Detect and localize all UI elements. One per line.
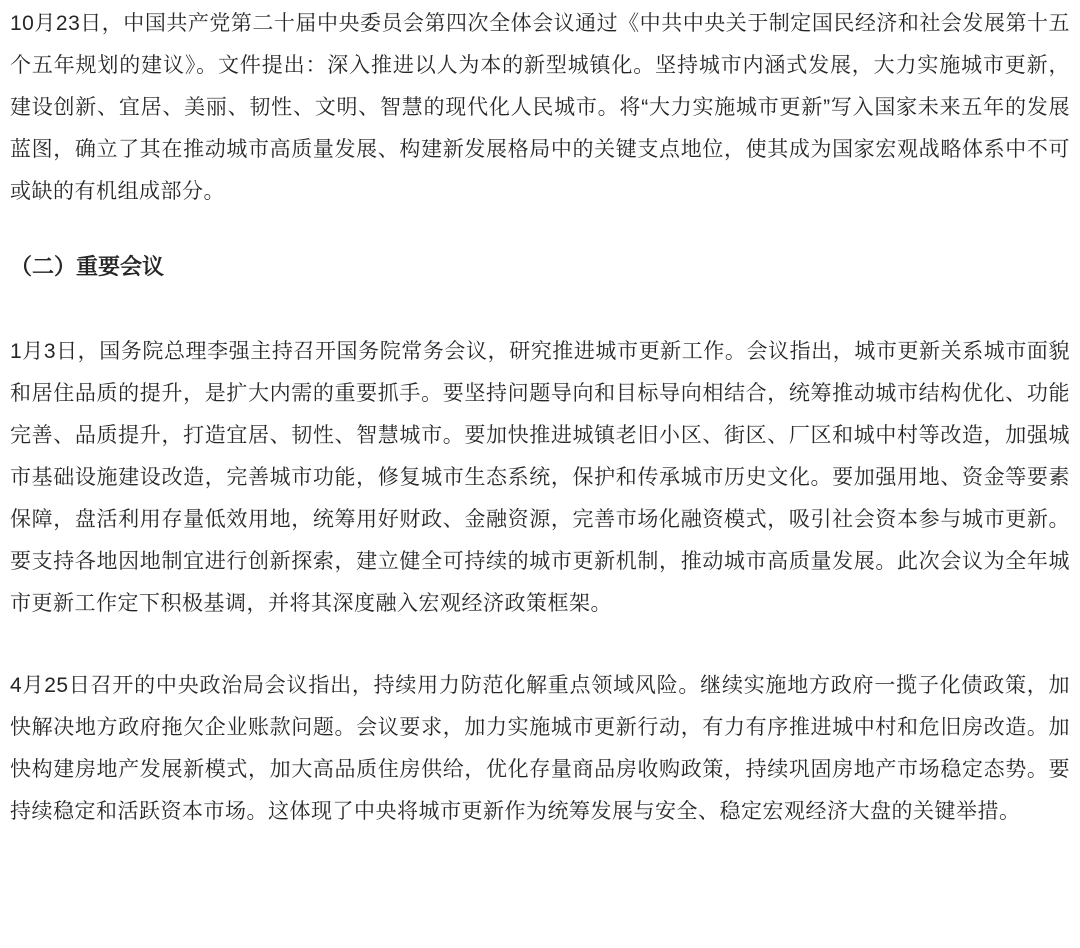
section-heading-important-meetings: （二）重要会议 <box>10 254 165 279</box>
paragraph-oct23-plenum: 10月23日，中国共产党第二十届中央委员会第四次全体会议通过《中共中央关于制定国民经济和社会发展第十五个五年规划的建议》。文件提出：深入推进以人为本的新型城镇化。坚持城市内涵式发展，大力实施城市更新，建设创新、宜居、美丽、韧性、文明、智慧的现代化人民城市。将“大力实施城市更新”写入国家未来五年的发展蓝图，确立了其在推动城市高质量发展、构建新发展格局中的关键支点地位，使其成为国家宏观战略体系中不可或缺的有机组成部分。 <box>10 12 1070 203</box>
paragraph-apr25-politburo-meeting: 4月25日召开的中央政治局会议指出，持续用力防范化解重点领域风险。继续实施地方政府一揽子化债政策，加快解决地方政府拖欠企业账款问题。会议要求，加力实施城市更新行动，有力有序推进城中村和危旧房改造。加快构建房地产发展新模式，加大高品质住房供给，优化存量商品房收购政策，持续巩固房地产市场稳定态势。要持续稳定和活跃资本市场。这体现了中央将城市更新作为统筹发展与安全、稳定宏观经济大盘的关键举措。 <box>10 674 1070 823</box>
paragraph-jan3-state-council-meeting: 1月3日，国务院总理李强主持召开国务院常务会议，研究推进城市更新工作。会议指出，城市更新关系城市面貌和居住品质的提升，是扩大内需的重要抓手。要坚持问题导向和目标导向相结合，统筹推动城市结构优化、功能完善、品质提升，打造宜居、韧性、智慧城市。要加快推进城镇老旧小区、街区、厂区和城中村等改造，加强城市基础设施建设改造，完善城市功能，修复城市生态系统，保护和传承城市历史文化。要加强用地、资金等要素保障，盘活利用存量低效用地，统筹用好财政、金融资源，完善市场化融资模式，吸引社会资本参与城市更新。要支持各地因地制宜进行创新探索，建立健全可持续的城市更新机制，推动城市高质量发展。此次会议为全年城市更新工作定下积极基调，并将其深度融入宏观经济政策框架。 <box>10 340 1070 615</box>
